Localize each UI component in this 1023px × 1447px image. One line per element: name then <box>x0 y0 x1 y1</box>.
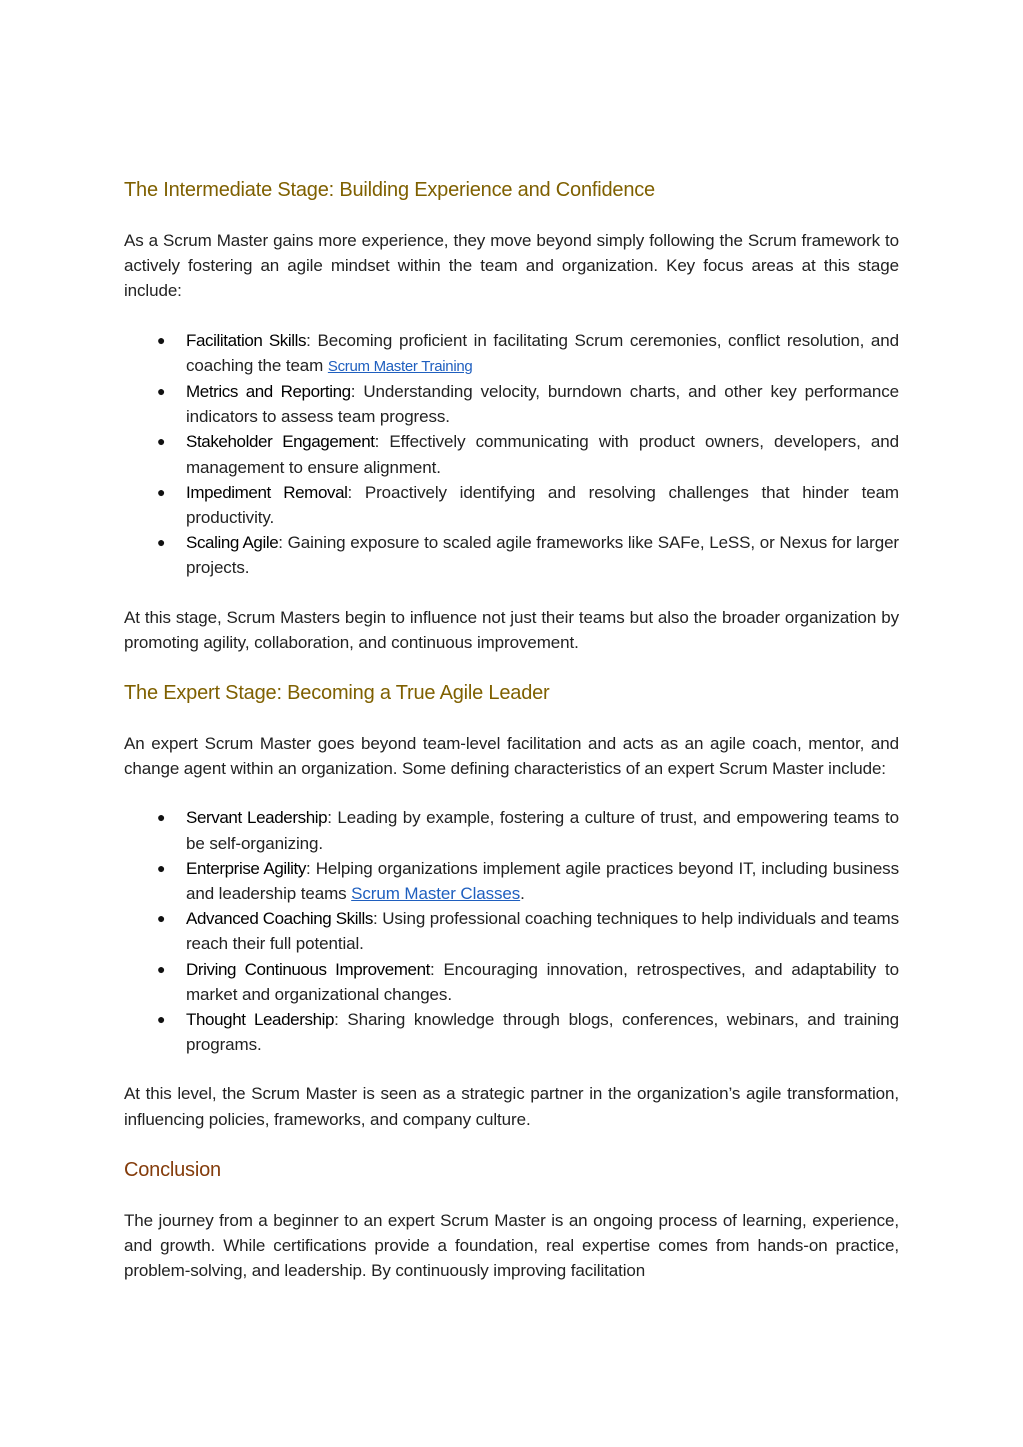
list-item-term: Thought Leadership <box>186 1010 335 1030</box>
list-item-term: Stakeholder Engagement <box>186 432 375 452</box>
scrum-master-training-link[interactable]: Scrum Master Training <box>327 357 473 375</box>
list-item <box>157 328 899 379</box>
list-item-text: : Leading by example, fostering a culture of trust, and empowering teams to be self-organizing. <box>186 808 899 853</box>
list-item-term: Metrics and Reporting <box>186 382 351 402</box>
bullet-icon: ● <box>157 433 166 450</box>
list-item-text: : Becoming proficient in facilitating Scrum ceremonies, conflict resolution, and coaching the team <box>186 330 899 375</box>
bullet-icon: ● <box>157 331 166 348</box>
list-item-term: Advanced Coaching Skills <box>186 909 373 929</box>
expert-characteristics-list <box>124 805 899 1057</box>
bullet-icon: ● <box>157 960 166 977</box>
section-heading-expert: The Expert Stage: Becoming a True Agile Leader <box>124 682 550 705</box>
list-item-text: : Effectively communicating with product owners, developers, and management to ensure alignment. <box>186 432 899 477</box>
list-item-text: : Proactively identifying and resolving challenges that hinder team productivity. <box>186 482 899 528</box>
bullet-icon: ● <box>157 1011 166 1028</box>
bullet-icon: ● <box>157 483 166 500</box>
bullet-icon: ● <box>157 809 166 826</box>
list-item-text: : Using professional coaching techniques to help individuals and teams reach their full potential. <box>186 909 899 954</box>
list-item-term: Scaling Agile <box>186 533 279 553</box>
list-item <box>157 480 899 530</box>
list-item-text: : Helping organizations implement agile practices beyond IT, including business and leadership teams <box>186 858 899 904</box>
list-item-term: Driving Continuous Improvement <box>186 959 430 979</box>
bullet-icon: ● <box>157 534 166 551</box>
list-item-term: Enterprise Agility <box>186 858 306 878</box>
section-intro-paragraph: An expert Scrum Master goes beyond team-level facilitation and acts as an agile coach, mentor, and change agent within an organization. Some defining characteristics of an expert Scrum Master include: <box>124 734 899 779</box>
document-page <box>124 176 899 1284</box>
conclusion-paragraph: The journey from a beginner to an expert Scrum Master is an ongoing process of learning, experience, and growth. While certifications provide a foundation, real expertise comes from hands-on practice, problem-solving, and leadership. By continuously improving facilitation <box>124 1210 899 1281</box>
list-item <box>157 1007 899 1057</box>
list-item-term: Servant Leadership <box>186 808 328 828</box>
list-item-text: : Sharing knowledge through blogs, conferences, webinars, and training programs. <box>186 1010 899 1055</box>
list-item-term: Impediment Removal <box>186 482 348 502</box>
list-item-text: : Understanding velocity, burndown charts, and other key performance indicators to assess team progress. <box>186 382 899 427</box>
section-outro-paragraph: At this stage, Scrum Masters begin to influence not just their teams but also the broader organization by promoting agility, collaboration, and continuous improvement. <box>124 607 899 652</box>
list-item <box>157 957 899 1007</box>
list-item <box>157 856 899 906</box>
section-outro-paragraph: At this level, the Scrum Master is seen as a strategic partner in the organization’s agile transformation, influencing policies, frameworks, and company culture. <box>124 1084 899 1129</box>
bullet-icon: ● <box>157 910 166 927</box>
bullet-icon: ● <box>157 383 166 400</box>
section-heading-intermediate: The Intermediate Stage: Building Experience and Confidence <box>124 179 655 201</box>
list-item-term: Facilitation Skills <box>186 330 307 350</box>
list-item <box>157 805 899 855</box>
conclusion-heading: Conclusion <box>124 1158 221 1181</box>
section-intro-paragraph: As a Scrum Master gains more experience, they move beyond simply following the Scrum framework to actively fostering an agile mindset within the team and organization. Key focus areas at this stage include: <box>124 231 899 301</box>
list-item-text: : Gaining exposure to scaled agile frameworks like SAFe, LeSS, or Nexus for larger projects. <box>186 533 899 578</box>
scrum-master-classes-link[interactable]: Scrum Master Classes <box>351 884 521 904</box>
list-item <box>157 530 899 580</box>
list-item <box>157 379 899 429</box>
intermediate-focus-list <box>124 328 899 581</box>
bullet-icon: ● <box>157 859 166 876</box>
list-item-text: : Encouraging innovation, retrospectives, and adaptability to market and organizational changes. <box>186 959 899 1004</box>
list-item <box>157 906 899 956</box>
list-item <box>157 429 899 479</box>
list-item-trailing: . <box>520 884 525 904</box>
